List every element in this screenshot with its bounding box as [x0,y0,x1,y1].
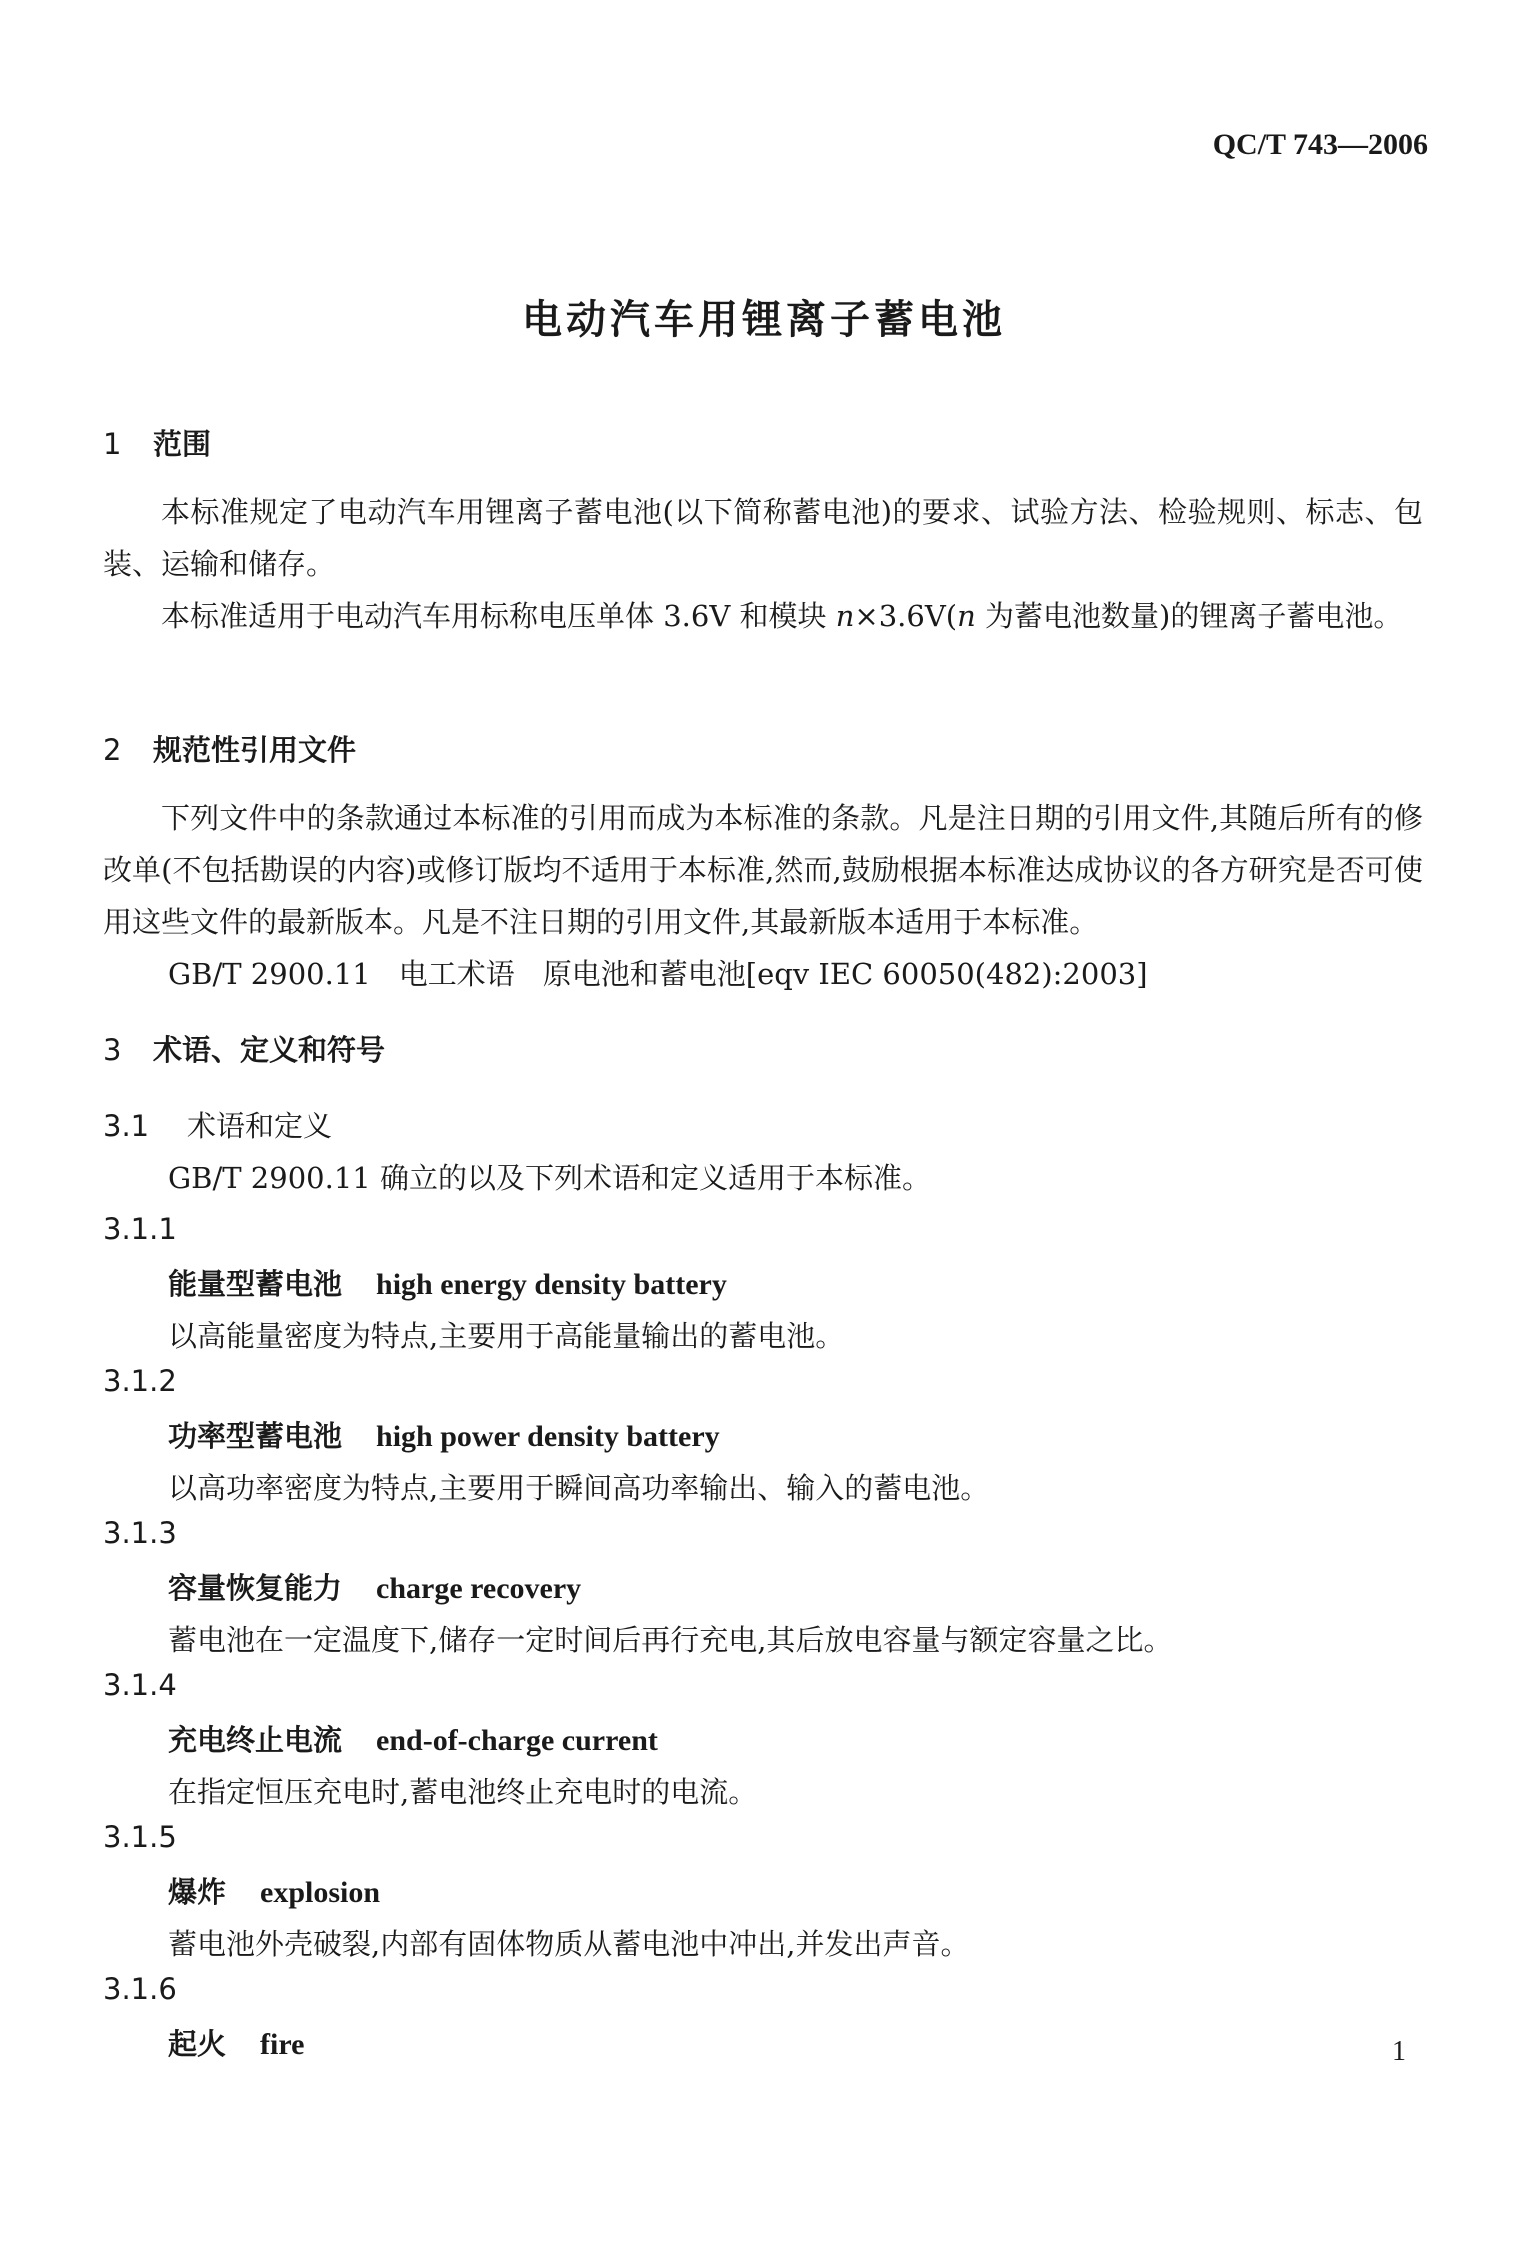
term-number: 3.1.2 [103,1364,177,1398]
section-number: 2 [103,733,122,767]
section-1-body [103,486,1423,642]
term-number: 3.1.6 [103,1972,177,2006]
term-en: end-of-charge current [376,1724,658,1757]
section-number: 3 [103,1033,122,1067]
text-run: 本标准适用于电动汽车用标称电压单体 3.6V 和模块 [161,599,836,633]
term-definition: 以高功率密度为特点,主要用于瞬间高功率输出、输入的蓄电池。 [168,1471,990,1505]
term-number: 3.1.1 [103,1212,177,1246]
section-3-heading [103,1028,385,1069]
term-zh: 充电终止电流 [168,1723,343,1757]
term-definition: 在指定恒压充电时,蓄电池终止充电时的电流。 [168,1775,758,1809]
section-2-heading [103,728,356,769]
page-number: 1 [1392,2036,1406,2067]
term-heading [168,1718,658,1759]
section-2-body [103,792,1423,948]
text-run: 为蓄电池数量)的锂离子蓄电池。 [975,599,1403,633]
section-title: 规范性引用文件 [153,733,357,767]
reference-subtitle: 原电池和蓄电池[eqv IEC 60050(482):2003] [542,957,1148,991]
document-title: 电动汽车用锂离子蓄电池 [522,297,1006,343]
term-definition: 蓄电池外壳破裂,内部有固体物质从蓄电池中冲出,并发出声音。 [168,1927,970,1961]
term-zh: 能量型蓄电池 [168,1267,343,1301]
subsection-title: 术语和定义 [187,1109,333,1143]
term-en: fire [260,2028,305,2061]
text-run: ×3.6V( [854,599,958,633]
term-definition: 以高能量密度为特点,主要用于高能量输出的蓄电池。 [168,1319,845,1353]
reference-code: GB/T 2900.11 [168,957,371,991]
term-en: explosion [260,1876,381,1909]
term-heading [168,1566,581,1607]
term-zh: 爆炸 [168,1875,227,1909]
normative-reference [168,952,1148,993]
reference-title: 电工术语 [398,957,515,991]
term-number: 3.1.3 [103,1516,177,1550]
variable-n: n [835,599,855,633]
paragraph: 本标准规定了电动汽车用锂离子蓄电池(以下简称蓄电池)的要求、试验方法、检验规则、标志、包装、运输和储存。 [103,495,1423,581]
variable-n: n [957,599,976,633]
paragraph [103,590,1423,642]
section-title: 范围 [153,427,212,461]
term-zh: 容量恢复能力 [168,1571,343,1605]
section-1-heading [103,422,211,463]
term-definition: 蓄电池在一定温度下,储存一定时间后再行充电,其后放电容量与额定容量之比。 [168,1623,1173,1657]
term-number: 3.1.4 [103,1668,177,1702]
term-number: 3.1.5 [103,1820,177,1854]
section-title: 术语、定义和符号 [153,1033,386,1067]
section-number: 1 [103,427,122,461]
term-en: high power density battery [376,1420,720,1453]
term-heading [168,1262,727,1303]
paragraph: 下列文件中的条款通过本标准的引用而成为本标准的条款。凡是注日期的引用文件,其随后所有的修改单(不包括勘误的内容)或修订版均不适用于本标准,然而,鼓励根据本标准达成协议的各方研究是否可使用这些文件的最新版本。凡是不注日期的引用文件,其最新版本适用于本标准。 [103,801,1423,939]
term-heading [168,2022,304,2063]
term-en: high energy density battery [376,1268,727,1301]
subsection-number: 3.1 [103,1109,150,1143]
term-zh: 起火 [168,2027,227,2061]
term-en: charge recovery [376,1572,582,1605]
term-heading [168,1414,720,1455]
subsection-3-1-heading [103,1104,332,1145]
term-heading [168,1870,380,1911]
standard-code: QC/T 743—2006 [1212,128,1428,161]
subsection-3-1-text: GB/T 2900.11 确立的以及下列术语和定义适用于本标准。 [168,1161,931,1195]
term-zh: 功率型蓄电池 [168,1419,343,1453]
